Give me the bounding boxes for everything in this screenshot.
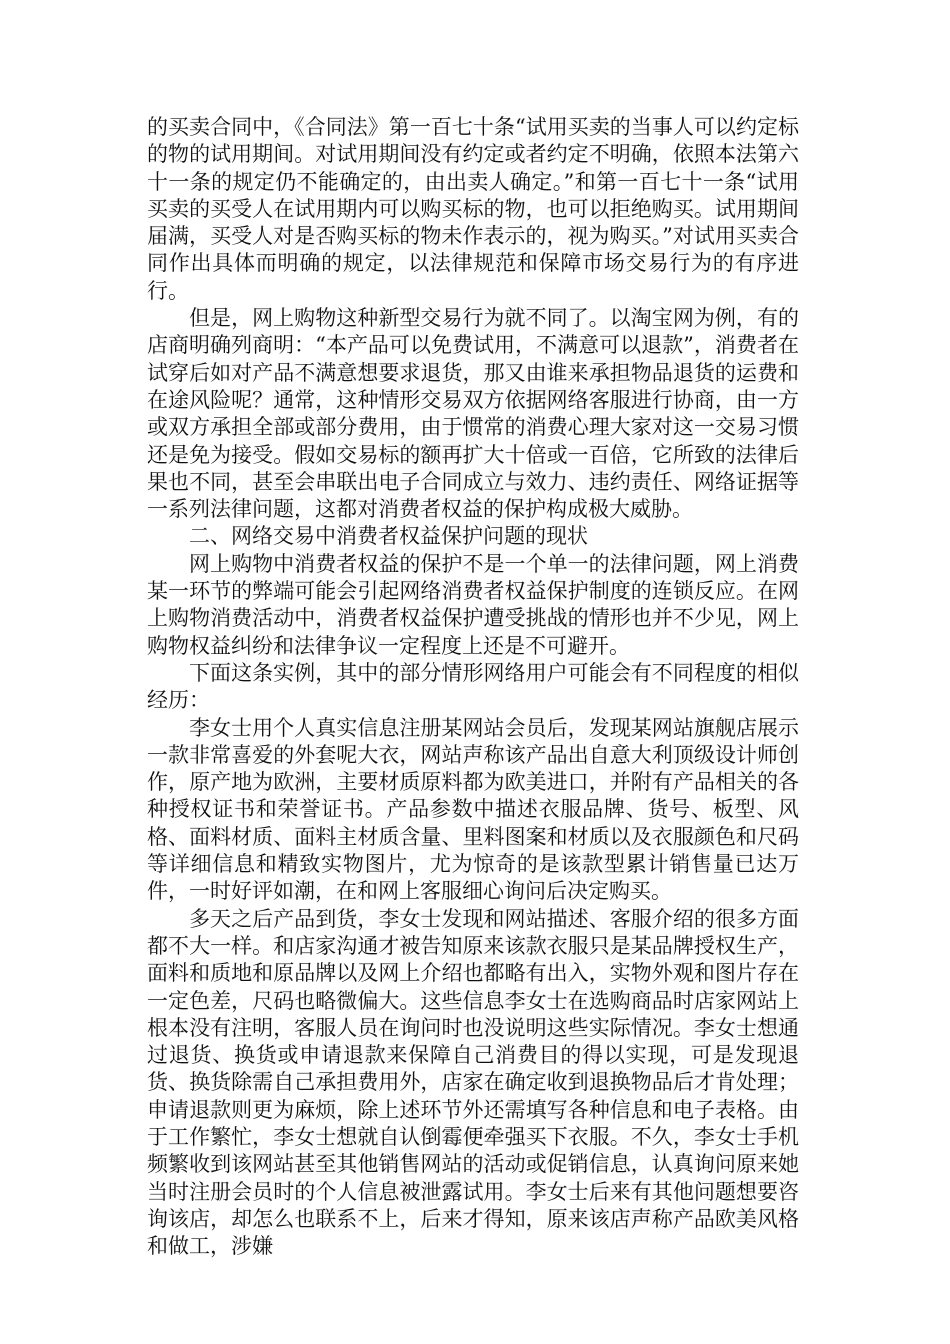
- paragraph-5: 李女士用个人真实信息注册某网站会员后，发现某网站旗舰店展示一款非常喜爱的外套呢大衣，网站声称该产品出自意大利顶级设计师创作，原产地为欧洲，主要材质原料都为欧美进口，并附有产品相关的各种授权证书和荣誉证书。产品参数中描述衣服品牌、货号、板型、风格、面料材质、面料主材质含量、里料图案和材质以及衣服颜色和尺码等详细信息和精致实物图片，尤为惊奇的是该款型累计销售量已达万件，一时好评如潮，在和网上客服细心询问后决定购买。: [147, 715, 799, 904]
- section-heading: 二、网络交易中消费者权益保护问题的现状: [189, 524, 588, 549]
- paragraph-6: 多天之后产品到货，李女士发现和网站描述、客服介绍的很多方面都不大一样。和店家沟通才被告知原来该款衣服只是某品牌授权生产，面料和质地和原品牌以及网上介绍也都略有出入，实物外观和图片存在一定色差，尺码也略微偏大。这些信息李女士在选购商品时店家网站上根本没有注明，客服人员在询问时也没说明这些实际情况。李女士想通过退货、换货或申请退款来保障自己消费目的得以实现，可是发现退货、换货除需自己承担费用外，店家在确定收到退换物品后才肯处理；申请退款则更为麻烦，除上述环节外还需填写各种信息和电子表格。由于工作繁忙，李女士想就自认倒霉便牵强买下衣服。不久，李女士手机频繁收到该网站甚至其他销售网站的活动或促销信息，认真询问原来她当时注册会员时的个人信息被泄露试用。李女士后来有其他问题想要咨询该店，却怎么也联系不上，后来才得知，原来该店声称产品欧美风格和做工，涉嫌: [147, 906, 799, 1259]
- paragraph-1: 的买卖合同中，《合同法》第一百七十条“试用买卖的当事人可以约定标的物的试用期间。对试用期间没有约定或者约定不明确，依照本法第六十一条的规定仍不能确定的，由出卖人确定。”和第一百七十一条“试用买卖的买受人在试用期内可以购买标的物，也可以拒绝购买。试用期间届满，买受人对是否购买标的物未作表示的，视为购买。”对试用买卖合同作出具体而明确的规定，以法律规范和保障市场交易行为的有序进行。: [147, 115, 799, 303]
- paragraph-3: 网上购物中消费者权益的保护不是一个单一的法律问题，网上消费某一环节的弊端可能会引起网络消费者权益保护制度的连锁反应。在网上购物消费活动中，消费者权益保护遭受挑战的情形也并不少见，网上购物权益纠纷和法律争议一定程度上还是不可避开。: [147, 551, 799, 658]
- document-body: [147, 114, 799, 1260]
- paragraph-2: 但是，网上购物这种新型交易行为就不同了。以淘宝网为例，有的店商明确列商明：“本产品可以免费试用，不满意可以退款”，消费者在试穿后如对产品不满意想要求退货，那又由谁来承担物品退货的运费和在途风险呢？通常，这种情形交易双方依据网络客服进行协商，由一方或双方承担全部或部分费用，由于惯常的消费心理大家对这一交易习惯还是免为接受。假如交易标的额再扩大十倍或一百倍，它所致的法律后果也不同，甚至会串联出电子合同成立与效力、违约责任、网络证据等一系列法律问题，这都对消费者权益的保护构成极大威胁。: [147, 306, 799, 522]
- paragraph-4: 下面这条实例，其中的部分情形网络用户可能会有不同程度的相似经历：: [147, 660, 799, 713]
